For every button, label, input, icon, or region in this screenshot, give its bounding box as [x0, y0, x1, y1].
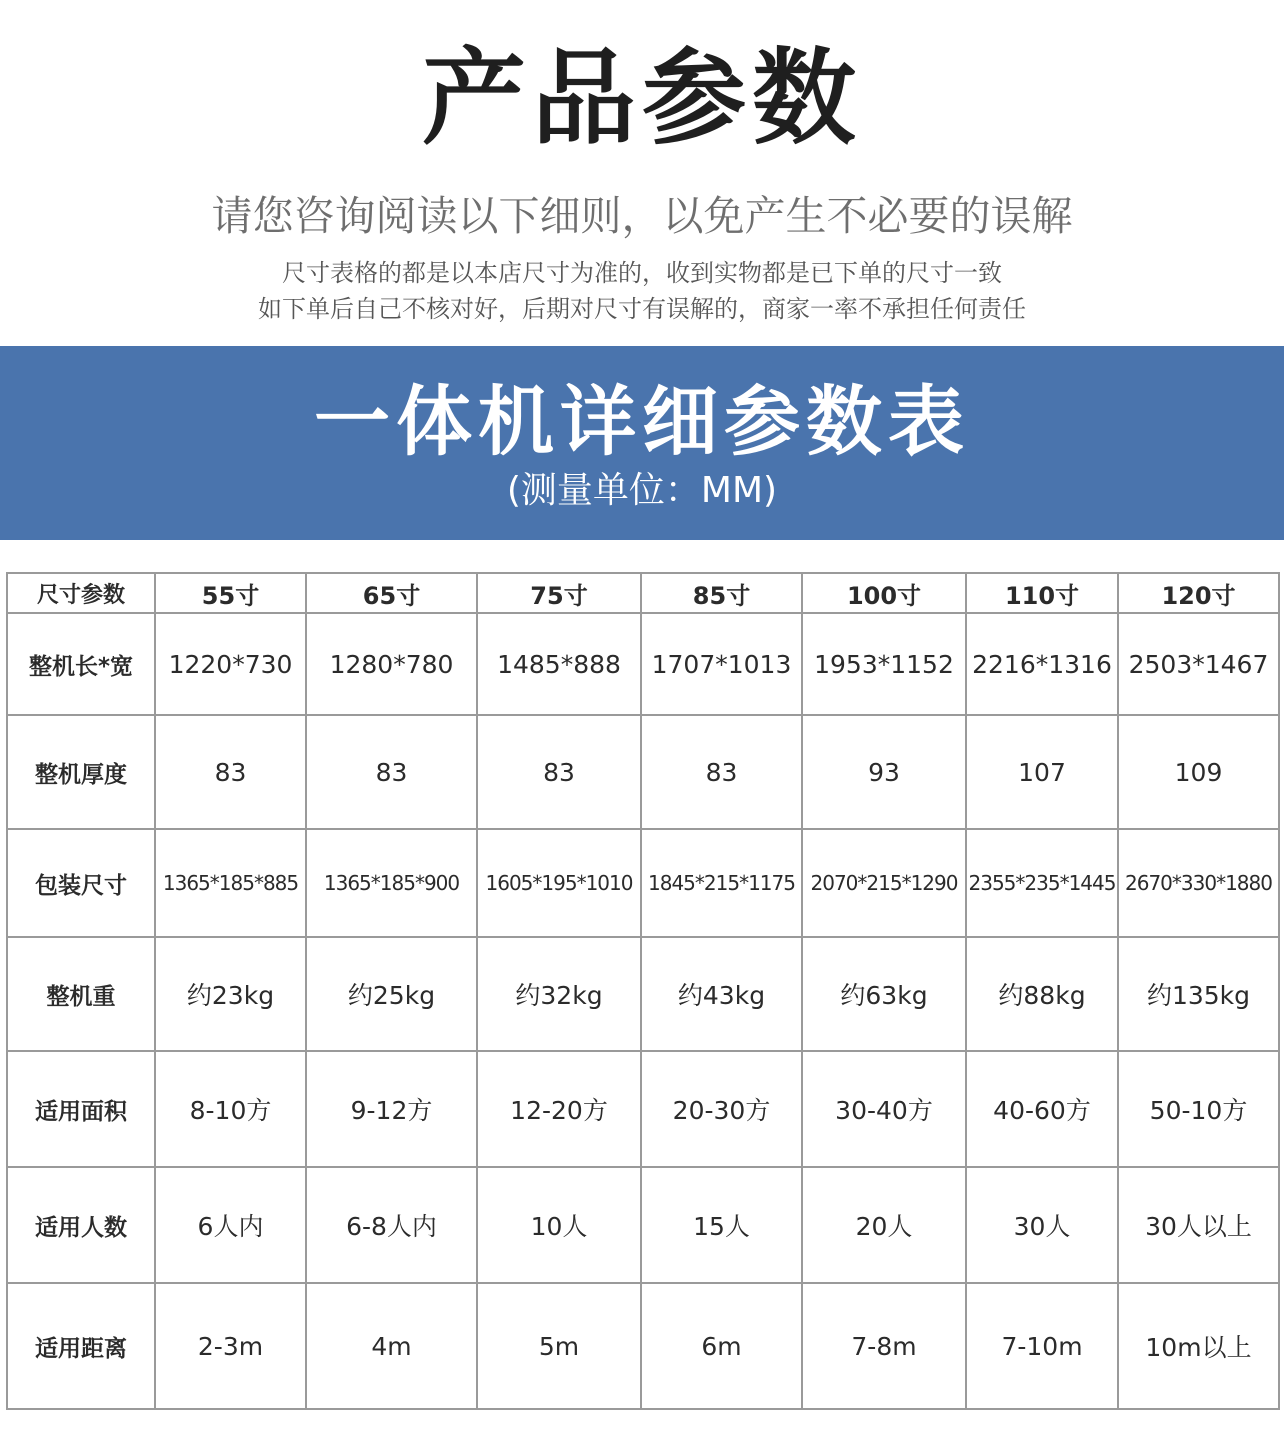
- header-size-cell: 120寸: [1118, 573, 1279, 613]
- table-cell: 2670*330*1880: [1118, 829, 1279, 937]
- table-cell: 2355*235*1445: [966, 829, 1118, 937]
- table-cell: 6人内: [155, 1167, 306, 1283]
- table-cell: 93: [802, 715, 966, 829]
- table-cell: 1365*185*885: [155, 829, 306, 937]
- table-cell: 约88kg: [966, 937, 1118, 1051]
- table-cell: 30-40方: [802, 1051, 966, 1167]
- table-cell: 109: [1118, 715, 1279, 829]
- table-header-row: [7, 573, 1279, 613]
- table-cell: 15人: [641, 1167, 802, 1283]
- banner-title: 一体机详细参数表: [314, 377, 970, 466]
- header-label-cell: 尺寸参数: [7, 573, 155, 613]
- disclaimer-line-2: 如下单后自己不核对好，后期对尺寸有误解的，商家一率不承担任何责任: [258, 295, 1026, 323]
- table-cell: 约63kg: [802, 937, 966, 1051]
- table-cell: 9-12方: [306, 1051, 477, 1167]
- table-cell: 1280*780: [306, 613, 477, 715]
- table-cell: 10人: [477, 1167, 641, 1283]
- table-cell: 20人: [802, 1167, 966, 1283]
- table-cell: 107: [966, 715, 1118, 829]
- row-label-cell: 整机长*宽: [7, 613, 155, 715]
- table-cell: 2503*1467: [1118, 613, 1279, 715]
- table-cell: 约43kg: [641, 937, 802, 1051]
- banner-unit: (测量单位：MM): [506, 470, 778, 511]
- table-cell: 40-60方: [966, 1051, 1118, 1167]
- header-size-cell: 100寸: [802, 573, 966, 613]
- table-cell: 83: [477, 715, 641, 829]
- table-cell: 1845*215*1175: [641, 829, 802, 937]
- table-cell: 30人: [966, 1167, 1118, 1283]
- row-label-cell: 整机重: [7, 937, 155, 1051]
- table-cell: 6-8人内: [306, 1167, 477, 1283]
- header-size-cell: 65寸: [306, 573, 477, 613]
- table-cell: 约25kg: [306, 937, 477, 1051]
- table-cell: 1953*1152: [802, 613, 966, 715]
- table-row: [7, 937, 1279, 1051]
- row-label-cell: 包装尺寸: [7, 829, 155, 937]
- table-cell: 4m: [306, 1283, 477, 1409]
- table-row: [7, 613, 1279, 715]
- row-label-cell: 适用面积: [7, 1051, 155, 1167]
- table-cell: 2070*215*1290: [802, 829, 966, 937]
- header-size-cell: 85寸: [641, 573, 802, 613]
- table-row: [7, 1051, 1279, 1167]
- header-size-cell: 55寸: [155, 573, 306, 613]
- table-cell: 8-10方: [155, 1051, 306, 1167]
- header-size-cell: 110寸: [966, 573, 1118, 613]
- params-table-wrap: [6, 572, 1278, 1410]
- table-cell: 83: [306, 715, 477, 829]
- table-cell: 83: [641, 715, 802, 829]
- table-cell: 50-10方: [1118, 1051, 1279, 1167]
- disclaimer-line-1: 尺寸表格的都是以本店尺寸为准的，收到实物都是已下单的尺寸一致: [282, 259, 1002, 287]
- table-cell: 1707*1013: [641, 613, 802, 715]
- table-cell: 约23kg: [155, 937, 306, 1051]
- table-row: [7, 1283, 1279, 1409]
- page-header: [0, 0, 1284, 345]
- table-cell: 1485*888: [477, 613, 641, 715]
- table-cell: 约135kg: [1118, 937, 1279, 1051]
- row-label-cell: 适用人数: [7, 1167, 155, 1283]
- table-cell: 30人以上: [1118, 1167, 1279, 1283]
- table-cell: 20-30方: [641, 1051, 802, 1167]
- table-cell: 10m以上: [1118, 1283, 1279, 1409]
- table-cell: 7-10m: [966, 1283, 1118, 1409]
- table-row: [7, 715, 1279, 829]
- table-cell: 2216*1316: [966, 613, 1118, 715]
- table-cell: 1220*730: [155, 613, 306, 715]
- table-cell: 5m: [477, 1283, 641, 1409]
- table-cell: 1365*185*900: [306, 829, 477, 937]
- table-cell: 约32kg: [477, 937, 641, 1051]
- table-row: [7, 1167, 1279, 1283]
- table-cell: 6m: [641, 1283, 802, 1409]
- table-cell: 2-3m: [155, 1283, 306, 1409]
- table-cell: 12-20方: [477, 1051, 641, 1167]
- page-title: 产品参数: [421, 37, 862, 159]
- table-cell: 83: [155, 715, 306, 829]
- row-label-cell: 整机厚度: [7, 715, 155, 829]
- params-table: [6, 572, 1280, 1410]
- header-size-cell: 75寸: [477, 573, 641, 613]
- row-label-cell: 适用距离: [7, 1283, 155, 1409]
- table-cell: 7-8m: [802, 1283, 966, 1409]
- table-cell: 1605*195*1010: [477, 829, 641, 937]
- page-subtitle: 请您咨询阅读以下细则，以免产生不必要的误解: [211, 192, 1073, 240]
- table-row: [7, 829, 1279, 937]
